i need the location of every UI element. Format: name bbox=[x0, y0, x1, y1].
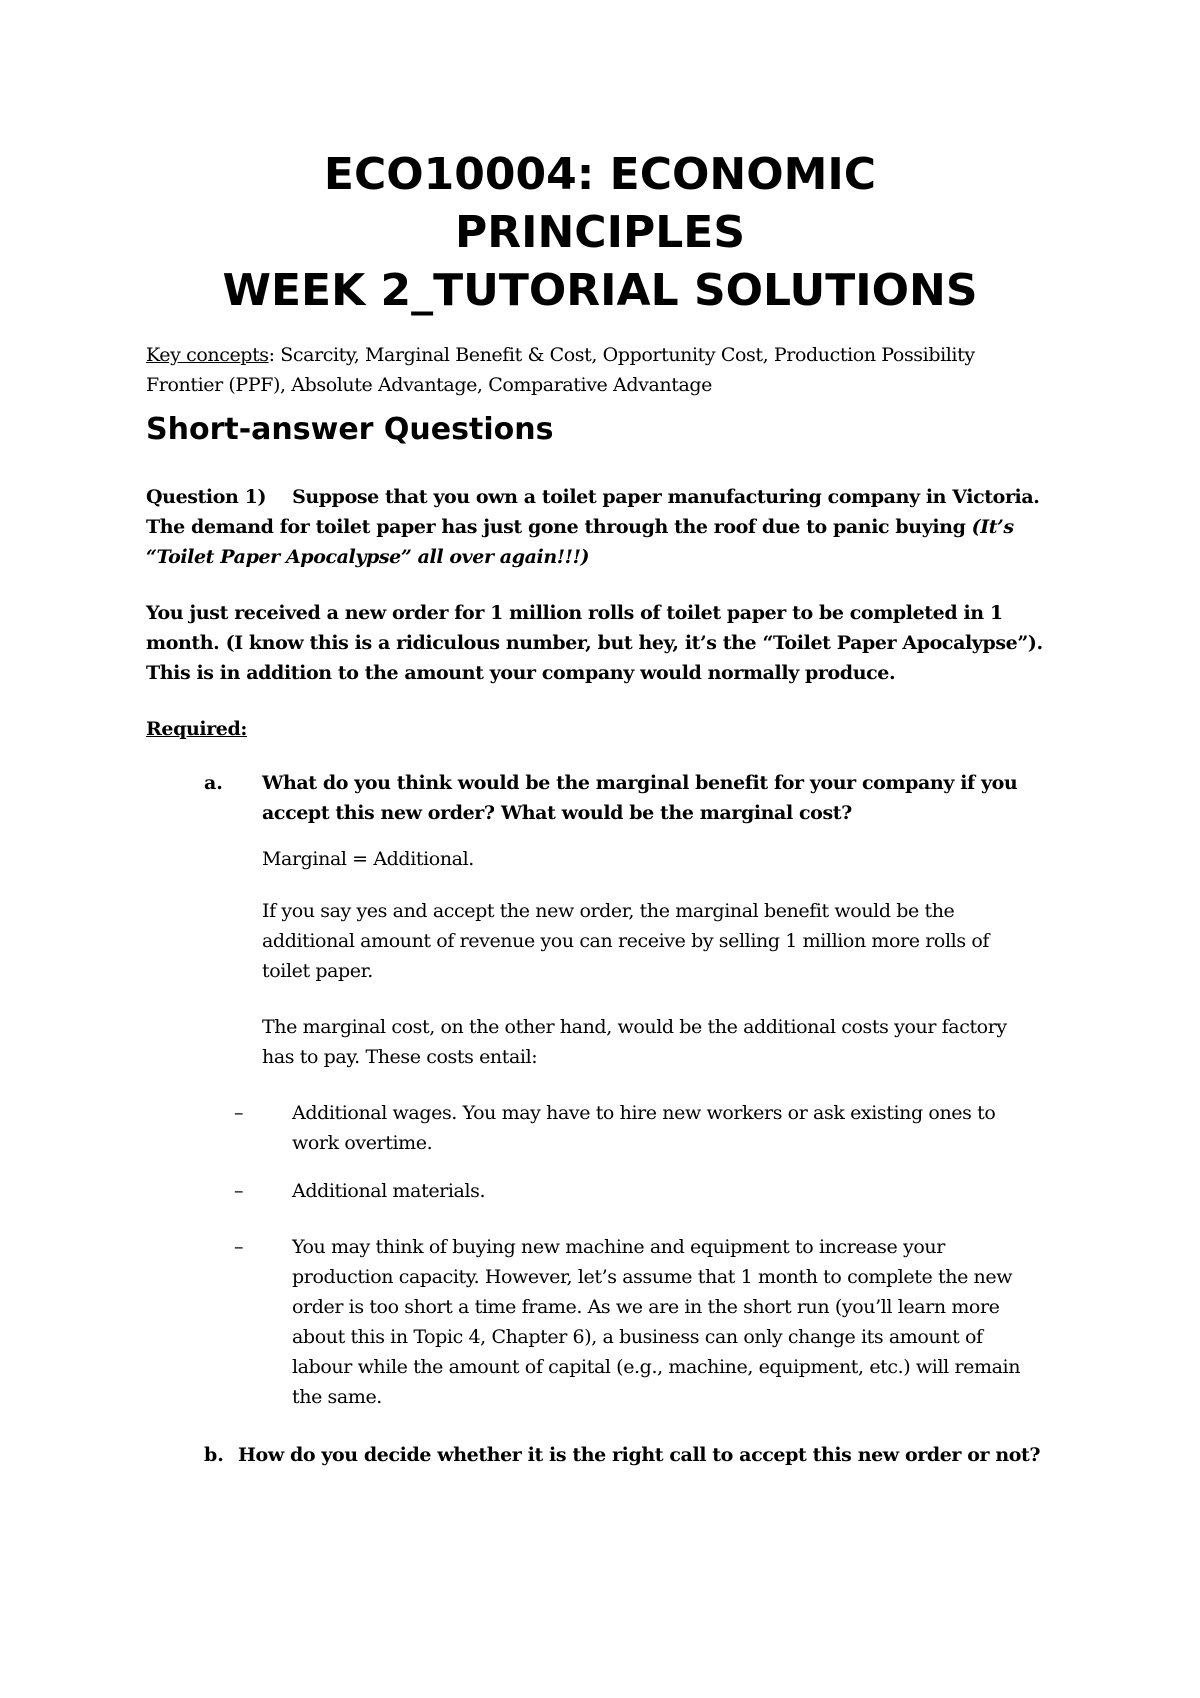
benefit-line-1: If you say yes and accept the new order, the marginal benefit would be the bbox=[262, 900, 955, 922]
question-1-line-1: Suppose that you own a toilet paper manufacturing company in Victoria. bbox=[292, 486, 1040, 508]
bullet-3-line-3: order is too short a time frame. As we are in the short run (you’ll learn more bbox=[292, 1296, 1000, 1318]
benefit-line-2: additional amount of revenue you can receive by selling 1 million more rolls of bbox=[262, 930, 989, 952]
bullet-item-2 bbox=[292, 1176, 1092, 1206]
question-1-aside-start: (It’s bbox=[971, 516, 1014, 538]
cost-line-1: The marginal cost, on the other hand, would be the additional costs your factory bbox=[262, 1016, 1007, 1038]
key-concepts-text-2: Frontier (PPF), Absolute Advantage, Comparative Advantage bbox=[146, 374, 712, 396]
bullet-2-line-1: Additional materials. bbox=[292, 1180, 486, 1202]
order-line-1: You just received a new order for 1 million rolls of toilet paper to be completed in 1 bbox=[146, 602, 1003, 624]
benefit-line-3: toilet paper. bbox=[262, 960, 373, 982]
bullet-dash-2: – bbox=[234, 1180, 244, 1202]
order-line-2: month. (I know this is a ridiculous number, but hey, it’s the “Toilet Paper Apocalypse”). bbox=[146, 632, 1043, 654]
question-1-label: Question 1) bbox=[146, 486, 267, 508]
key-concepts-text-1: : Scarcity, Marginal Benefit & Cost, Opportunity Cost, Production Possibility bbox=[268, 344, 975, 366]
part-a-question-line-1: What do you think would be the marginal benefit for your company if you bbox=[262, 772, 1018, 794]
title-line-3: WEEK 2_TUTORIAL SOLUTIONS bbox=[222, 265, 978, 316]
bullet-3-line-4: about this in Topic 4, Chapter 6), a business can only change its amount of bbox=[292, 1326, 983, 1348]
bullet-1-line-2: work overtime. bbox=[292, 1132, 433, 1154]
order-line-3: This is in addition to the amount your company would normally produce. bbox=[146, 662, 896, 684]
title-line-2: PRINCIPLES bbox=[454, 207, 746, 258]
required-label: Required: bbox=[146, 718, 247, 740]
question-1 bbox=[146, 482, 1086, 572]
key-concepts bbox=[146, 340, 1076, 400]
marginal-benefit-paragraph bbox=[262, 896, 1082, 986]
bullet-item-1 bbox=[292, 1098, 1092, 1158]
bullet-3-line-6: the same. bbox=[292, 1386, 382, 1408]
order-paragraph bbox=[146, 598, 1086, 688]
question-1-line-2: The demand for toilet paper has just gone through the roof due to panic buying bbox=[146, 516, 966, 538]
bullet-3-line-2: production capacity. However, let’s assume that 1 month to complete the new bbox=[292, 1266, 1013, 1288]
part-b-question: How do you decide whether it is the right call to accept this new order or not? bbox=[238, 1444, 1041, 1466]
part-a-marker: a. bbox=[204, 772, 223, 794]
bullet-dash-1: – bbox=[234, 1102, 244, 1124]
section-heading: Short-answer Questions bbox=[146, 412, 554, 447]
bullet-item-3 bbox=[292, 1232, 1092, 1412]
bullet-1-line-1: Additional wages. You may have to hire new workers or ask existing ones to bbox=[292, 1102, 996, 1124]
bullet-3-line-1: You may think of buying new machine and equipment to increase your bbox=[292, 1236, 945, 1258]
part-b-marker: b. bbox=[204, 1444, 224, 1466]
bullet-3-line-5: labour while the amount of capital (e.g., machine, equipment, etc.) will remain bbox=[292, 1356, 1021, 1378]
question-1-aside-end: “Toilet Paper Apocalypse” all over again!!!) bbox=[146, 546, 590, 568]
marginal-definition: Marginal = Additional. bbox=[262, 848, 474, 870]
part-a-question-line-2: accept this new order? What would be the marginal cost? bbox=[262, 802, 852, 824]
cost-line-2: has to pay. These costs entail: bbox=[262, 1046, 538, 1068]
bullet-dash-3: – bbox=[234, 1236, 244, 1258]
title-line-1: ECO10004: ECONOMIC bbox=[323, 149, 877, 200]
key-concepts-label: Key concepts bbox=[146, 344, 269, 366]
marginal-cost-paragraph bbox=[262, 1012, 1082, 1072]
part-a-question bbox=[262, 768, 1082, 828]
document-title bbox=[0, 146, 1200, 320]
